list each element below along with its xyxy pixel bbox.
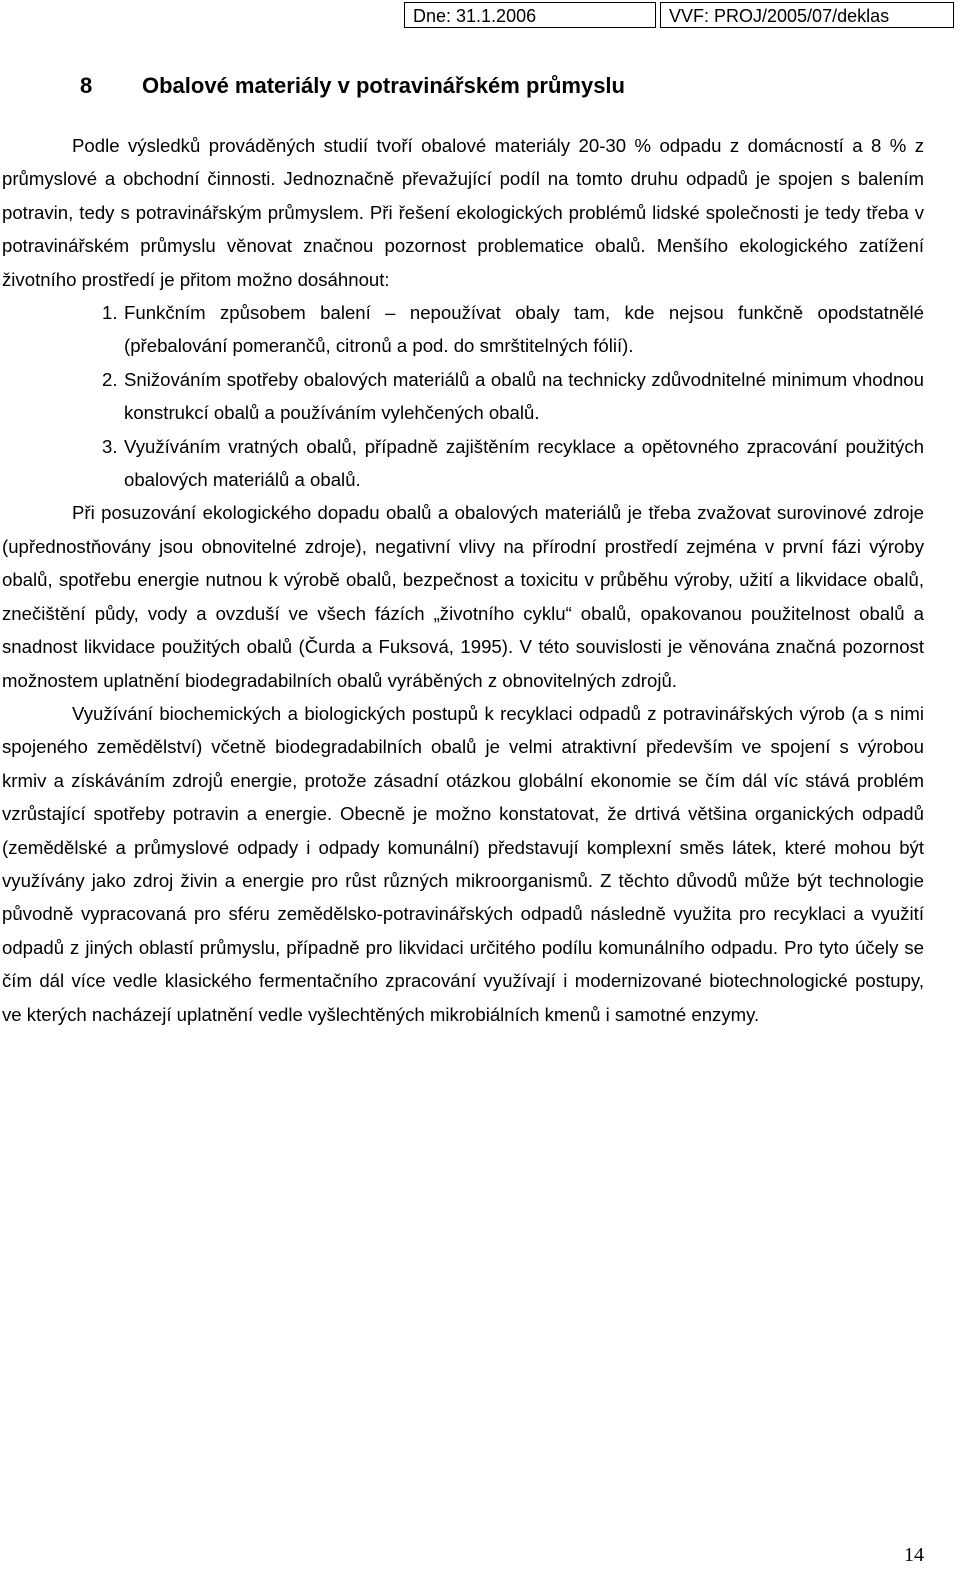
page-number: 14	[904, 1544, 924, 1566]
header-reference: VVF: PROJ/2005/07/deklas	[660, 2, 954, 28]
list-item-text: Funkčním způsobem balení – nepoužívat obaly tam, kde nejsou funkčně opodstatnělé (přebalování pomerančů, citronů a pod. do smrštitelných fólií).	[124, 302, 924, 357]
paragraph-assessment: Při posuzování ekologického dopadu obalů a obalových materiálů je třeba zvažovat surovinové zdroje (upřednostňovány jsou obnovitelné zdroje), negativní vlivy na přírodní prostředí zejména v první fázi výroby obalů, spotřebu energie nutnou k výrobě obalů, bezpečnost a toxicitu v průběhu výroby, užití a likvidace obalů, znečištění půdy, vody a ovzduší ve všech fázích „životního cyklu“ obalů, opakovanou použitelnost obalů a snadnost likvidace použitých obalů (Čurda a Fuksová, 1995). V této souvislosti je věnována značná pozornost možnostem uplatnění biodegradabilních obalů vyráběných z obnovitelných zdrojů.	[2, 502, 924, 691]
list-marker: 3.	[102, 435, 118, 457]
list-marker: 2.	[102, 368, 118, 390]
list-item-text: Snižováním spotřeby obalových materiálů a obalů na technicky zdůvodnitelné minimum vhodnou konstrukcí obalů a používáním vylehčených obalů.	[124, 368, 924, 424]
section-number: 8	[80, 73, 93, 98]
paragraph-recycling: Využívání biochemických a biologických postupů k recyklaci odpadů z potravinářských výrob (a s nimi spojeného zemědělství) včetně biodegradabilních obalů je velmi atraktivní především ve spojení s výrobou krmiv a získáváním zdrojů energie, protože zásadní otázkou globální ekonomie se čím dál víc stává problém vzrůstající spotřeby potravin a energie. Obecně je možno konstatovat, že drtivá většina organických odpadů (zemědělské a průmyslové odpady i odpady komunální) představují komplexní směs látek, které mohou být využívány jako zdroj živin a energie pro růst různých mikroorganismů. Z těchto důvodů může být technologie původně vypracovaná pro sféru zemědělsko-potravinářských odpadů následně využita pro recyklaci a využití odpadů z jiných oblastí průmyslu, případně pro likvidaci určitého podílu komunálního odpadu. Pro tyto účely se čím dál více vedle klasického fermentačního zpracování využívají i modernizované biotechnologické postupy, ve kterých nacházejí uplatnění vedle vyšlechtěných mikrobiálních kmenů i samotné enzymy.	[2, 702, 924, 1025]
list-marker: 1.	[102, 302, 118, 324]
list-item	[2, 296, 924, 363]
list-item	[2, 363, 924, 430]
section-heading	[80, 73, 625, 99]
paragraph-intro: Podle výsledků prováděných studií tvoří obalové materiály 20-30 % odpadu z domácností a 8 % z průmyslové a obchodní činnosti. Jednoznačně převažující podíl na tomto druhu odpadů je spojen s balením potravin, tedy s potravinářským průmyslem. Při řešení ekologických problémů lidské společnosti je tedy třeba v potravinářském průmyslu věnovat značnou pozornost problematice obalů. Menšího ekologického zatížení životního prostředí je přitom možno dosáhnout:	[2, 135, 924, 290]
list-item-text: Využíváním vratných obalů, případně zajištěním recyklace a opětovného zpracování použitých obalových materiálů a obalů.	[124, 435, 924, 491]
list-item	[2, 430, 924, 497]
measures-list	[2, 296, 924, 496]
header-date: Dne: 31.1.2006	[404, 2, 656, 28]
section-title: Obalové materiály v potravinářském průmyslu	[142, 73, 625, 98]
document-body	[2, 129, 924, 1031]
